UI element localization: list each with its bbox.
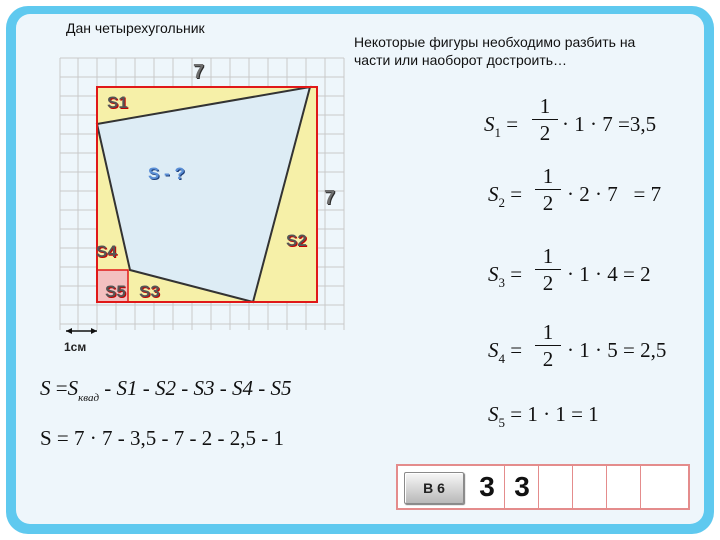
formula-s4-lhs: $S_4$ = <box>488 338 523 366</box>
label-side-right: 7 <box>324 187 336 209</box>
label-unknown-area: S - ? <box>148 164 185 183</box>
formula-general: $S =S_{квад} - S1 - S2 - S3 - S4 - S5$ <box>40 376 292 404</box>
scale-arrow-right <box>91 328 97 334</box>
answer-cell[interactable] <box>606 466 641 508</box>
formula-s1-fraction: 1 2 <box>532 94 558 145</box>
label-s2: S2 <box>286 231 307 250</box>
label-s3: S3 <box>139 282 160 301</box>
answer-box <box>396 464 690 510</box>
answer-cell[interactable] <box>572 466 607 508</box>
formula-s3-rest: · 1 · 4 = 2 <box>567 262 651 286</box>
formula-s3-fraction: 1 2 <box>535 244 561 295</box>
answer-cell[interactable]: 3 <box>479 471 495 502</box>
answer-cell[interactable] <box>640 466 675 508</box>
formula-s1-lhs: $S_1$ = <box>484 112 519 140</box>
formula-s5: $S_5 = 1 \cdot 1 = 1$ <box>488 402 599 430</box>
formula-s4-rest: · 1 · 5 = 2,5 <box>567 338 667 362</box>
hint-text: Некоторые фигуры необходимо разбить на части или наоборот достроить… <box>354 34 636 68</box>
formula-s2-lhs: $S_2$ = <box>488 182 523 210</box>
formula-s2-fraction: 1 2 <box>535 164 561 215</box>
formula-s3-lhs: $S_3$ = <box>488 262 523 290</box>
formula-s1-rest: · 1 · 7 =3,5 <box>562 112 657 136</box>
scale-arrow-left <box>66 328 72 334</box>
variant-button[interactable]: В 6 <box>404 472 464 504</box>
label-s1: S1 <box>107 93 128 112</box>
label-side-top: 7 <box>193 61 205 83</box>
formula-s4-fraction: 1 2 <box>535 320 561 371</box>
label-s5: S5 <box>105 282 126 301</box>
answer-cell[interactable]: 3 <box>504 466 539 508</box>
answer-cell[interactable] <box>538 466 573 508</box>
formula-numeric: S = 7 · 7 - 3,5 - 7 - 2 - 2,5 - 1 <box>40 426 284 450</box>
task-title: Дан четырехугольник <box>66 20 205 36</box>
formula-s2-rest: · 2 · 7 = 7 <box>567 182 662 206</box>
label-s4: S4 <box>96 242 117 261</box>
scale-label: 1см <box>64 340 87 354</box>
